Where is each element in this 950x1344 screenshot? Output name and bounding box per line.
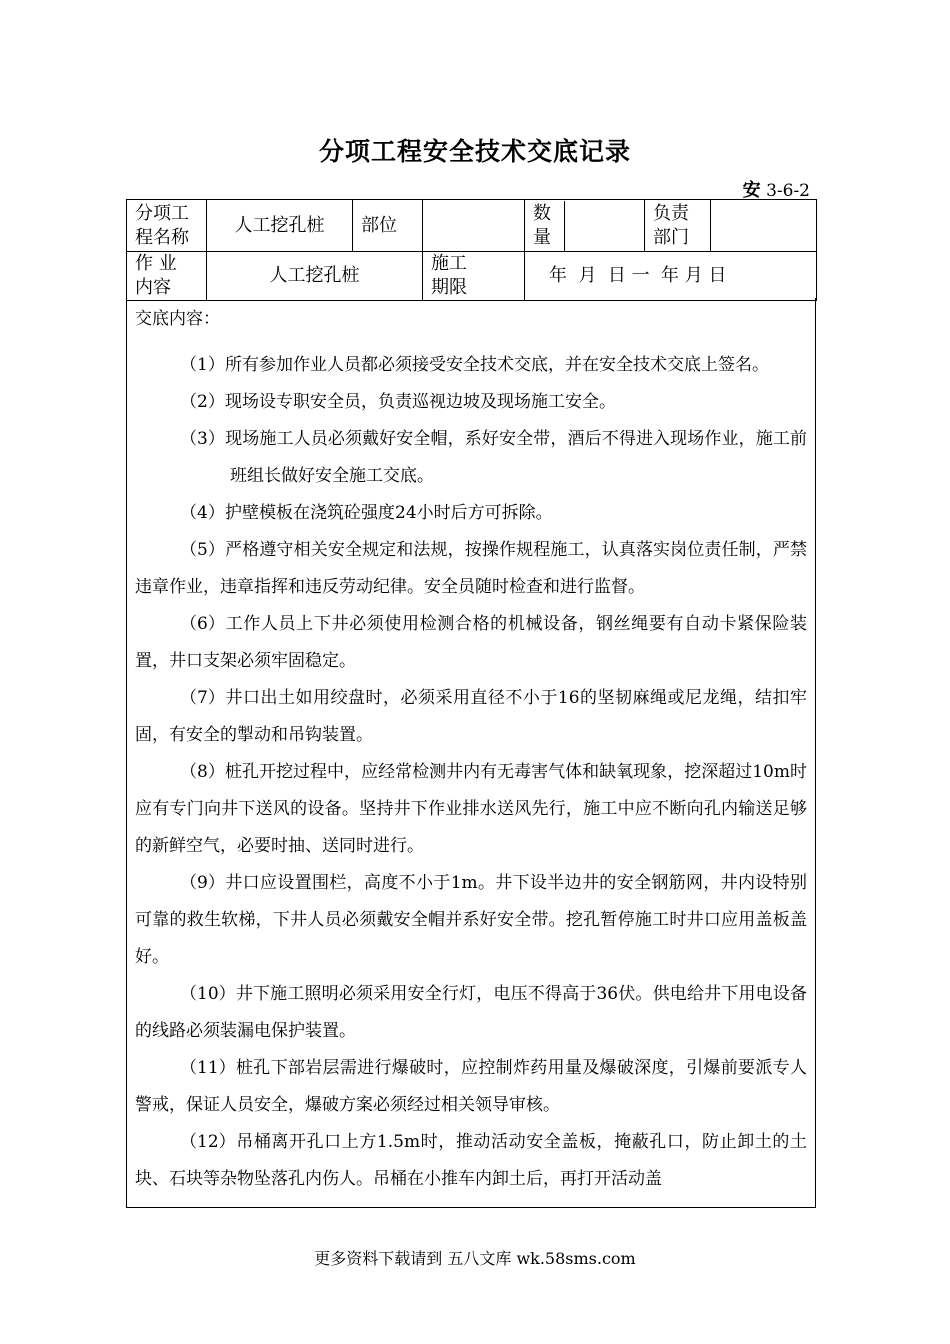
item-number: （4）: [180, 503, 225, 523]
item-text: 井口应设置围栏，高度不小于1m。井下设半边井的安全钢筋网，井内设特别可靠的救生软梯，下井人员必须戴安全帽并系好安全带。挖孔暂停施工时井口应用盖板盖好。: [135, 873, 807, 967]
project-name-value: 人工挖孔桩: [207, 200, 353, 252]
list-item: [135, 1124, 807, 1198]
item-number: （11）: [180, 1058, 236, 1078]
content-box: [126, 298, 816, 1208]
item-number: （2）: [180, 392, 225, 412]
list-item: [135, 532, 807, 606]
item-text: 现场施工人员必须戴好安全帽，系好安全带，酒后不得进入现场作业，施工前班组长做好安全施工交底。: [225, 429, 807, 486]
list-item: [135, 347, 807, 384]
item-text: 桩孔下部岩层需进行爆破时，应控制炸药用量及爆破深度，引爆前要派专人警戒，保证人员安全，爆破方案必须经过相关领导审核。: [135, 1058, 807, 1115]
page-title: 分项工程安全技术交底记录: [318, 137, 631, 166]
item-text: 工作人员上下井必须使用检测合格的机械设备，钢丝绳要有自动卡紧保险装置，井口支架必须牢固稳定。: [135, 614, 807, 671]
work-content-value: 人工挖孔桩: [207, 252, 423, 301]
dept-label: 负责 部门: [645, 200, 711, 252]
quantity-label: 数 量: [525, 201, 565, 251]
info-table: [126, 199, 817, 301]
item-text: 所有参加作业人员都必须接受安全技术交底，并在安全技术交底上签名。: [225, 355, 769, 375]
list-item: [135, 865, 807, 976]
item-number: （3）: [180, 429, 225, 449]
quantity-cell: [525, 200, 645, 252]
list-item: [135, 384, 807, 421]
item-number: （6）: [180, 614, 225, 634]
list-item: [135, 976, 807, 1050]
footer-note: 更多资料下载请到 五八文库 wk.58sms.com: [314, 1249, 636, 1268]
item-number: （7）: [180, 688, 225, 708]
quantity-value: [565, 201, 644, 251]
content-label: 交底内容：: [135, 309, 220, 329]
list-item: [135, 754, 807, 865]
item-text: 现场设专职安全员，负责巡视边坡及现场施工安全。: [225, 392, 616, 412]
form-code-number: 3-6-2: [766, 181, 810, 201]
item-number: （12）: [180, 1132, 236, 1152]
item-text: 吊桶离开孔口上方1.5m时，推动活动安全盖板，掩蔽孔口，防止卸土的土块、石块等杂物坠落孔内伤人。吊桶在小推车内卸土后，再打开活动盖: [135, 1132, 807, 1189]
item-number: （8）: [180, 762, 225, 782]
period-label: 施工 期限: [423, 252, 525, 301]
list-item: [135, 421, 807, 495]
item-number: （9）: [180, 873, 225, 893]
content-items: [135, 347, 807, 1198]
item-text: 护壁模板在浇筑砼强度24小时后方可拆除。: [225, 503, 553, 523]
item-text: 严格遵守相关安全规定和法规，按操作规程施工，认真落实岗位责任制，严禁违章作业，违章指挥和违反劳动纪律。安全员随时检查和进行监督。: [135, 540, 807, 597]
project-name-label: 分项工 程名称: [127, 200, 207, 252]
item-text: 井口出土如用绞盘时，必须采用直径不小于16的坚韧麻绳或尼龙绳，结扣牢固，有安全的掣动和吊钩装置。: [135, 688, 807, 745]
item-number: （1）: [180, 355, 225, 375]
work-content-label: 作 业 内容: [127, 252, 207, 301]
list-item: [135, 606, 807, 680]
form-code-prefix: 安: [742, 180, 761, 201]
item-number: （5）: [180, 540, 225, 560]
dept-value: [711, 200, 817, 252]
list-item: [135, 1050, 807, 1124]
list-item: [135, 680, 807, 754]
item-text: 桩孔开挖过程中，应经常检测井内有无毒害气体和缺氧现象，挖深超过10m时应有专门向井下送风的设备。坚持井下作业排水送风先行，施工中应不断向孔内输送足够的新鲜空气，必要时抽、送同时进行。: [135, 762, 807, 856]
list-item: [135, 495, 807, 532]
item-number: （10）: [180, 984, 236, 1004]
location-value: [423, 200, 525, 252]
period-value: 年 月 日 一 年 月 日: [525, 252, 817, 301]
item-text: 井下施工照明必须采用安全行灯，电压不得高于36伏。供电给井下用电设备的线路必须装漏电保护装置。: [135, 984, 807, 1041]
location-label: 部位: [353, 200, 423, 252]
